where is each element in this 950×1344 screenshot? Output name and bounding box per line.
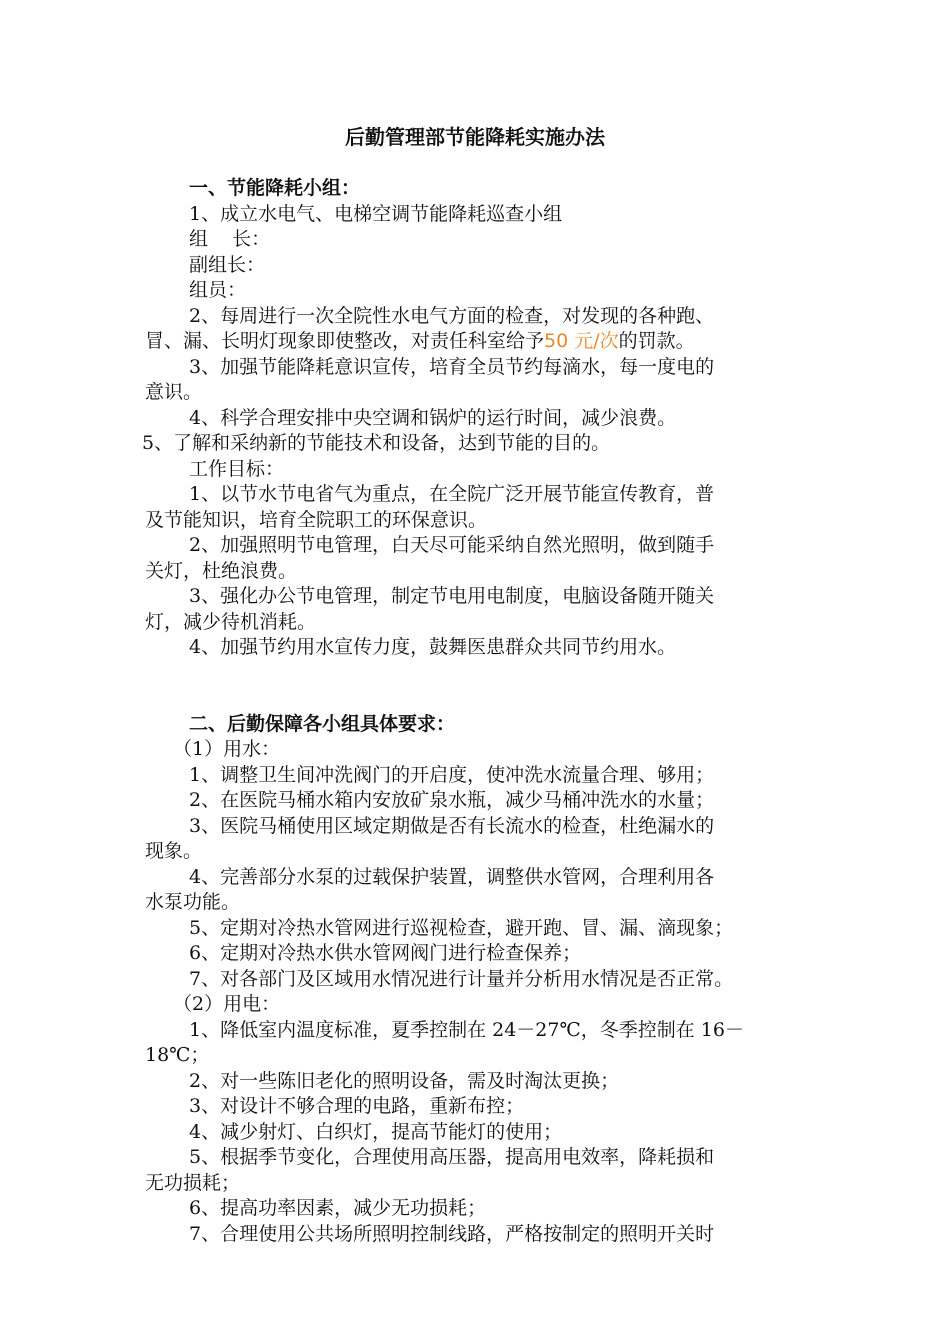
- section-heading: 二、后勤保障各小组具体要求：: [189, 712, 456, 735]
- document-body: [142, 176, 810, 1247]
- line-text: 关灯，杜绝浪费。: [145, 559, 298, 582]
- paragraph-line: [145, 227, 810, 253]
- line-text: 2、在医院马桶水箱内安放矿泉水瓶，减少马桶冲洗水的水量；: [189, 789, 715, 811]
- paragraph-line: [145, 737, 810, 763]
- paragraph-line: [145, 941, 810, 967]
- paragraph-line: [145, 763, 810, 789]
- paragraph-line: [145, 253, 810, 279]
- line-text: 4、完善部分水泵的过载保护装置，调整供水管网，合理利用各: [189, 865, 715, 888]
- line-text: 4、加强节约用水宣传力度，鼓舞医患群众共同节约用水。: [189, 636, 677, 658]
- paragraph-line: [142, 431, 810, 457]
- line-text: 2、每周进行一次全院性水电气方面的检查，对发现的各种跑、: [189, 304, 715, 327]
- line-text: 2、对一些陈旧老化的照明设备，需及时淘汰更换；: [189, 1069, 620, 1092]
- line-text: 1、调整卫生间冲洗阀门的开启度，使冲洗水流量合理、够用；: [189, 763, 715, 786]
- subsection-label: （1）用水：: [173, 738, 281, 760]
- line-text: 4、科学合理安排中央空调和锅炉的运行时间，减少浪费。: [189, 406, 677, 429]
- line-text: 意识。: [145, 381, 203, 403]
- line-text: 4、减少射灯、白织灯，提高节能灯的使用；: [189, 1120, 563, 1143]
- line-text: 5、定期对冷热水管网进行巡视检查，避开跑、冒、漏、滴现象；: [189, 916, 734, 939]
- line-text: 的罚款。: [618, 330, 695, 352]
- line-text: 1、成立水电气、电梯空调节能降耗巡查小组: [189, 202, 563, 225]
- line-text: 灯，减少待机消耗。: [145, 610, 317, 633]
- document-title: 后勤管理部节能降耗实施办法: [345, 125, 605, 149]
- paragraph-line: [145, 1043, 810, 1069]
- line-text: 7、合理使用公共场所照明控制线路，严格按制定的照明开关时: [189, 1222, 715, 1245]
- paragraph-line: [145, 1120, 810, 1146]
- paragraph-line: [145, 788, 810, 814]
- line-text: 18℃；: [145, 1044, 210, 1066]
- paragraph-line: [145, 508, 810, 534]
- line-text: 冒、漏、长明灯现象即使整改，对责任科室给予: [145, 330, 545, 352]
- line-text: 水泵功能。: [145, 891, 241, 913]
- paragraph-line: [145, 278, 810, 304]
- paragraph-line: [145, 1145, 810, 1171]
- paragraph-line: [145, 533, 810, 559]
- line-text: 副组长：: [189, 253, 266, 276]
- paragraph-line: [145, 380, 810, 406]
- paragraph-line: [145, 916, 810, 942]
- line-text: 5、了解和采纳新的节能技术和设备，达到节能的目的。: [142, 432, 611, 454]
- line-text: 3、对设计不够合理的电路，重新布控；: [189, 1095, 525, 1117]
- paragraph-line: [145, 1171, 810, 1197]
- paragraph-line: [145, 635, 810, 661]
- paragraph-line: [145, 584, 810, 610]
- line-text: 2、加强照明节电管理，白天尽可能采纳自然光照明，做到随手: [189, 534, 715, 556]
- line-text: 5、根据季节变化，合理使用高压器，提高用电效率，降耗损和: [189, 1146, 715, 1168]
- paragraph-line: [145, 329, 810, 355]
- line-text: 工作目标：: [189, 457, 285, 480]
- line-text: 1、以节水节电省气为重点，在全院广泛开展节能宣传教育，普: [189, 483, 715, 505]
- fine-amount: 50 元/次: [544, 330, 619, 352]
- paragraph-line: [145, 355, 810, 381]
- paragraph-line: [145, 967, 810, 993]
- paragraph-line: [145, 482, 810, 508]
- paragraph-line: [145, 1018, 810, 1044]
- paragraph-line: [145, 890, 810, 916]
- paragraph-line: [145, 1196, 810, 1222]
- paragraph-line: [145, 839, 810, 865]
- line-text: 6、提高功率因素，减少无功损耗；: [189, 1197, 487, 1219]
- paragraph-line: [145, 1069, 810, 1095]
- paragraph-line: [145, 992, 810, 1018]
- paragraph-line: [145, 610, 810, 636]
- line-text: 及节能知识，培育全院职工的环保意识。: [145, 508, 488, 531]
- paragraph-line: [145, 865, 810, 891]
- paragraph-line: [145, 202, 810, 228]
- line-text: 组 长：: [189, 228, 271, 250]
- line-text: 3、加强节能降耗意识宣传，培育全员节约每滴水，每一度电的: [189, 355, 715, 378]
- line-text: 无功损耗；: [145, 1171, 241, 1194]
- paragraph-line: [145, 1094, 810, 1120]
- section-spacer: [145, 661, 810, 712]
- line-text: 6、定期对冷热水供水管网阀门进行检查保养；: [189, 942, 582, 964]
- section-heading: 一、节能降耗小组：: [189, 177, 361, 199]
- line-text: 3、强化办公节电管理，制定节电用电制度，电脑设备随开随关: [189, 585, 715, 607]
- line-text: 3、医院马桶使用区域定期做是否有长流水的检查，杜绝漏水的: [189, 814, 715, 837]
- line-text: 组员：: [189, 279, 247, 301]
- line-text: 7、对各部门及区域用水情况进行计量并分析用水情况是否正常。: [189, 967, 734, 990]
- paragraph-line: [145, 304, 810, 330]
- paragraph-line: [145, 814, 810, 840]
- paragraph-line: [145, 559, 810, 585]
- subsection-label: （2）用电：: [173, 993, 281, 1015]
- paragraph-line: [145, 457, 810, 483]
- paragraph-line: [145, 406, 810, 432]
- line-text: 现象。: [145, 840, 203, 862]
- paragraph-line: [145, 1222, 810, 1248]
- line-text: 1、降低室内温度标准，夏季控制在 24－27℃，冬季控制在 16－: [189, 1018, 744, 1041]
